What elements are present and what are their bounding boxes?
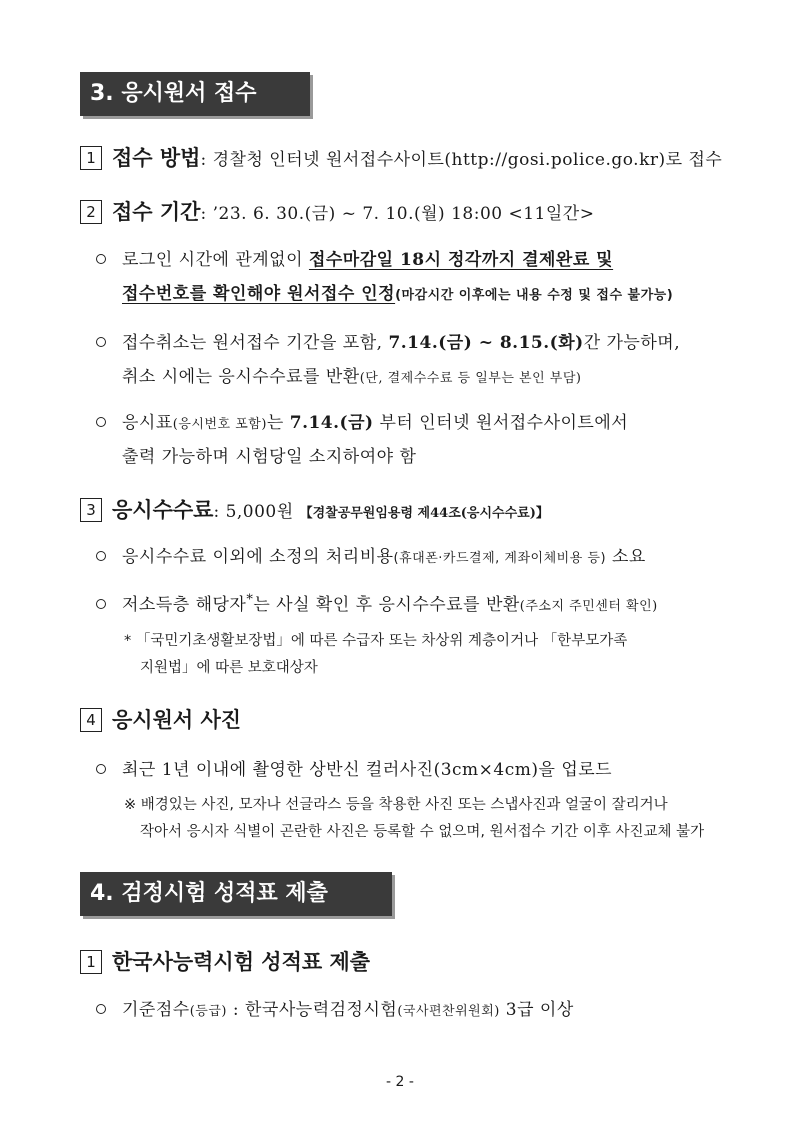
text-run: 3급 이상 (499, 1000, 574, 1020)
bullet-line (122, 590, 658, 615)
item-heading: 접수 방법 (112, 146, 201, 170)
bullet-icon (96, 417, 106, 427)
text-run: 기준점수 (122, 1000, 190, 1020)
item-text: : 5,000원 (213, 502, 300, 522)
item-heading: 응시원서 사진 (112, 708, 242, 732)
item-2-line (80, 196, 594, 226)
section-4-title: 4. 검정시험 성적표 제출 (80, 872, 392, 916)
bullet-line (122, 245, 613, 270)
bullet-line (122, 995, 574, 1020)
item-number-box: 4 (80, 708, 102, 732)
text-run: 는 사실 확인 후 응시수수료를 반환 (253, 595, 520, 615)
item-number-box: 3 (80, 498, 102, 522)
footnote-line: * 「국민기초생활보장법」에 따른 수급자 또는 차상위 계층이거나 「한부모가족 (124, 633, 628, 649)
bullet-line-cont (122, 279, 673, 304)
underlined-text: 접수마감일 18시 정각까지 결제완료 및 (308, 250, 614, 270)
bullet-icon (96, 764, 106, 774)
text-run: 취소 시에는 응시수수료를 반환 (122, 367, 360, 387)
text-run: 부터 인터넷 원서접수사이트에서 (373, 413, 629, 433)
section-3-title: 3. 응시원서 접수 (80, 72, 310, 116)
text-run: 저소득층 해당자 (122, 595, 247, 615)
text-run: 응시수수료 이외에 소정의 처리비용 (122, 547, 394, 567)
text-run: 소요 (606, 547, 646, 567)
bullet-line (122, 328, 680, 353)
law-reference: 【경찰공무원임용령 제44조(응시수수료)】 (299, 506, 549, 521)
text-run: 로그인 시간에 관계없이 (122, 250, 309, 270)
small-text: (등급) (189, 1004, 227, 1019)
item-1-line (80, 142, 722, 172)
notice-line-cont: 작아서 응시자 식별이 곤란한 사진은 등록할 수 없으며, 원서접수 기간 이후 사진교체 불가 (140, 824, 705, 840)
bullet-icon (96, 1004, 106, 1014)
small-text: (국사편찬위원회) (397, 1004, 500, 1019)
small-text: (주소지 주민센터 확인) (519, 599, 658, 614)
notice-line: ※ 배경있는 사진, 모자나 선글라스 등을 착용한 사진 또는 스냅사진과 얼굴이 잘리거나 (124, 797, 668, 813)
item-number-box: 1 (80, 950, 102, 974)
item-3-line (80, 494, 549, 524)
item-text: : ’23. 6. 30.(금) ~ 7. 10.(월) 18:00 <11일간> (200, 204, 595, 224)
text-run: 간 가능하며, (583, 333, 681, 353)
bullet-line-cont (122, 362, 581, 387)
item-number-box: 1 (80, 146, 102, 170)
bullet-line: 최근 1년 이내에 촬영한 상반신 컬러사진(3cm×4cm)을 업로드 (122, 760, 613, 780)
item-heading: 접수 기간 (112, 200, 201, 224)
bullet-line-cont: 출력 가능하며 시험당일 소지하여야 함 (122, 447, 417, 467)
bullet-icon (96, 551, 106, 561)
small-text: (응시번호 포함) (172, 417, 267, 432)
page-number: - 2 - (386, 1074, 414, 1090)
small-text: (마감시간 이후에는 내용 수정 및 접수 불가능) (395, 288, 674, 303)
text-run: 는 (266, 413, 290, 433)
bullet-icon (96, 337, 106, 347)
bullet-line (122, 542, 646, 567)
item-number-box: 2 (80, 200, 102, 224)
footnote-mark: * (246, 592, 254, 608)
underlined-text: 접수번호를 확인해야 원서접수 인정 (122, 284, 396, 304)
bold-text: 7.14.(금) (289, 413, 374, 433)
bullet-line (122, 408, 628, 433)
bullet-icon (96, 599, 106, 609)
bullet-icon (96, 254, 106, 264)
bold-text: 7.14.(금) ~ 8.15.(화) (388, 333, 584, 353)
small-text: (단, 결제수수료 등 일부는 본인 부담) (359, 371, 582, 386)
item-heading: 응시수수료 (112, 498, 214, 522)
footnote-line-cont: 지원법」에 따른 보호대상자 (140, 660, 318, 676)
item-text: : 경찰청 인터넷 원서접수사이트(http://gosi.police.go.kr)로 접수 (200, 150, 723, 170)
item-heading: 한국사능력시험 성적표 제출 (112, 950, 371, 974)
text-run: 응시표 (122, 413, 173, 433)
section-4-item-1-line (80, 946, 370, 976)
text-run: : 한국사능력검정시험 (226, 1000, 398, 1020)
text-run: 접수취소는 원서접수 기간을 포함, (122, 333, 389, 353)
item-4-line (80, 704, 241, 734)
small-text: (휴대폰·카드결제, 계좌이체비용 등) (393, 551, 607, 566)
